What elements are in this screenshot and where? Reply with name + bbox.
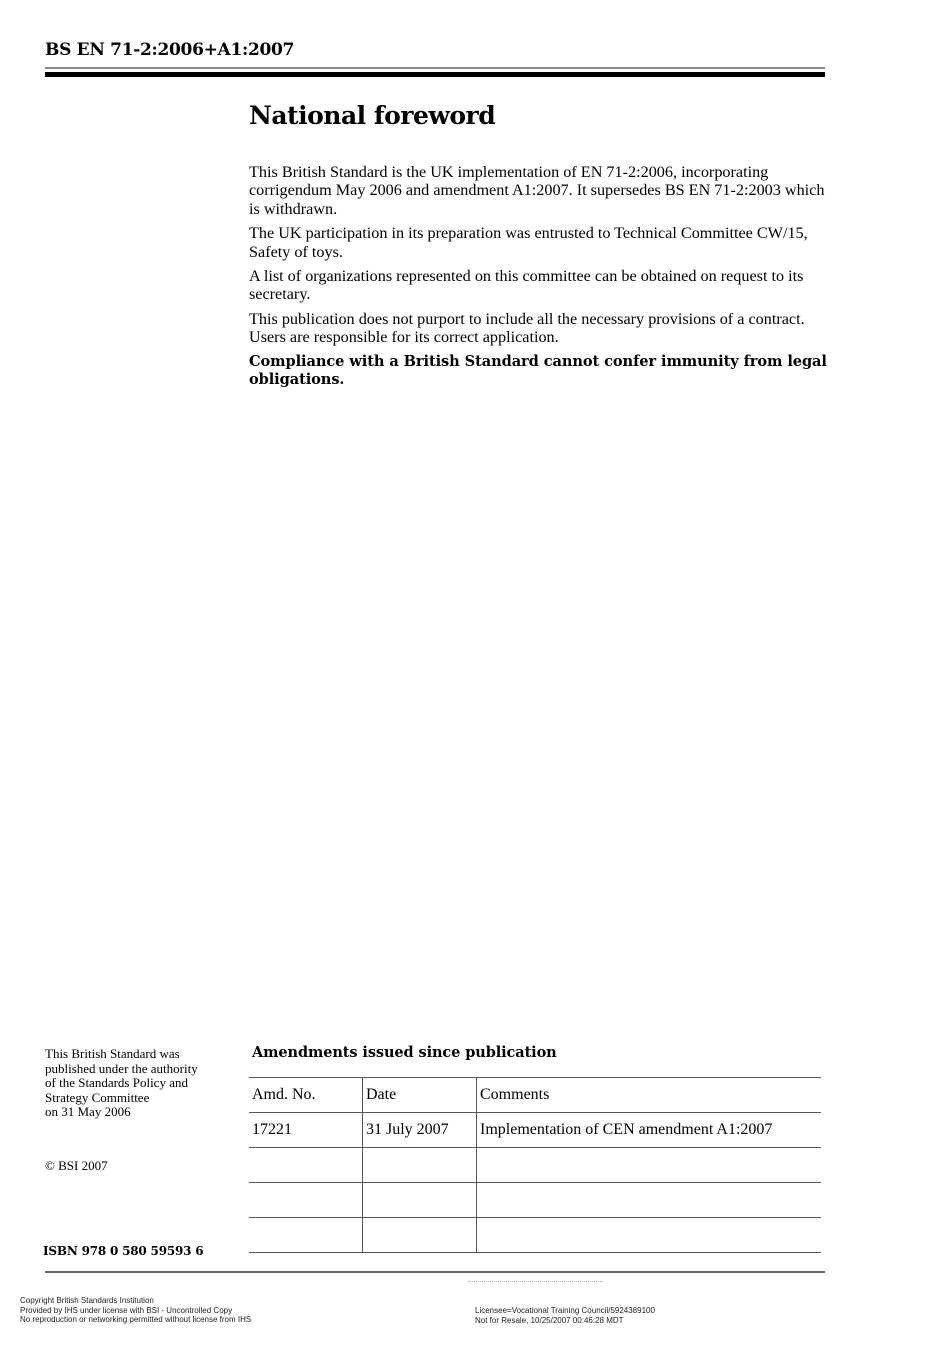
paragraph: The UK participation in its preparation was entrusted to Technical Committee CW/15, Safety of toys. xyxy=(249,224,808,261)
legal-notice: Compliance with a British Standard cannot confer immunity from legal obligations. xyxy=(249,352,827,389)
cell-comments: Implementation of CEN amendment A1:2007 xyxy=(477,1113,822,1148)
cell-date xyxy=(363,1148,477,1183)
cell-amd-no xyxy=(249,1148,363,1183)
footer-rule xyxy=(45,1271,825,1273)
page-title: National foreword xyxy=(249,101,496,130)
footer-line: Provided by IHS under license with BSI - Uncontrolled Copy xyxy=(20,1305,233,1315)
publication-authority-note xyxy=(45,1047,240,1120)
amendments-title: Amendments issued since publication xyxy=(252,1044,557,1061)
cell-date: 31 July 2007 xyxy=(363,1113,477,1148)
copyright-notice: © BSI 2007 xyxy=(45,1158,108,1173)
footer-line: Copyright British Standards Institution xyxy=(20,1296,154,1305)
cell-comments xyxy=(477,1218,822,1253)
cell-amd-no xyxy=(249,1218,363,1253)
table-row xyxy=(249,1183,821,1218)
column-header-amd-no: Amd. No. xyxy=(249,1078,363,1113)
note-line: Strategy Committee xyxy=(45,1089,150,1105)
footer-line: Licensee=Vocational Training Council/5924389100 xyxy=(475,1306,655,1315)
paragraph: This publication does not purport to include all the necessary provisions of a contract. Users are responsible for its correct application. xyxy=(249,309,805,347)
cell-amd-no: 17221 xyxy=(249,1113,363,1148)
paragraph: This British Standard is the UK implementation of EN 71-2:2006, incorporating corrigendum May 2006 and amendment A1:2007. It supersedes BS EN 71-2:2003 which is withdrawn. xyxy=(249,163,825,218)
table-row xyxy=(249,1113,821,1148)
column-header-comments: Comments xyxy=(477,1078,822,1113)
document-id: BS EN 71-2:2006+A1:2007 xyxy=(45,40,295,60)
cell-amd-no xyxy=(249,1183,363,1218)
amendments-table xyxy=(249,1077,821,1253)
foreword-body xyxy=(249,163,829,395)
cell-comments xyxy=(477,1183,822,1218)
column-header-date: Date xyxy=(363,1078,477,1113)
cell-date xyxy=(363,1218,477,1253)
footer-license-block xyxy=(475,1306,655,1325)
footer-line: Not for Resale, 10/25/2007 00:46:28 MDT xyxy=(475,1315,624,1325)
footer-copyright-block xyxy=(20,1296,251,1325)
isbn: ISBN 978 0 580 59593 6 xyxy=(43,1244,204,1258)
cell-comments xyxy=(477,1148,822,1183)
header-rule-thin xyxy=(45,67,825,69)
note-line: on 31 May 2006 xyxy=(45,1104,131,1120)
dotted-mark xyxy=(468,1281,603,1284)
note-line: published under the authority xyxy=(45,1060,198,1076)
footer-line: No reproduction or networking permitted without license from IHS xyxy=(20,1315,252,1325)
header-rule-thick xyxy=(45,72,825,77)
table-row xyxy=(249,1148,821,1183)
note-line: of the Standards Policy and xyxy=(45,1075,188,1091)
note-line: This British Standard was xyxy=(45,1046,180,1061)
table-header-row xyxy=(249,1078,821,1113)
cell-date xyxy=(363,1183,477,1218)
table-row xyxy=(249,1218,821,1253)
paragraph: A list of organizations represented on this committee can be obtained on request to its secretary. xyxy=(249,267,804,304)
